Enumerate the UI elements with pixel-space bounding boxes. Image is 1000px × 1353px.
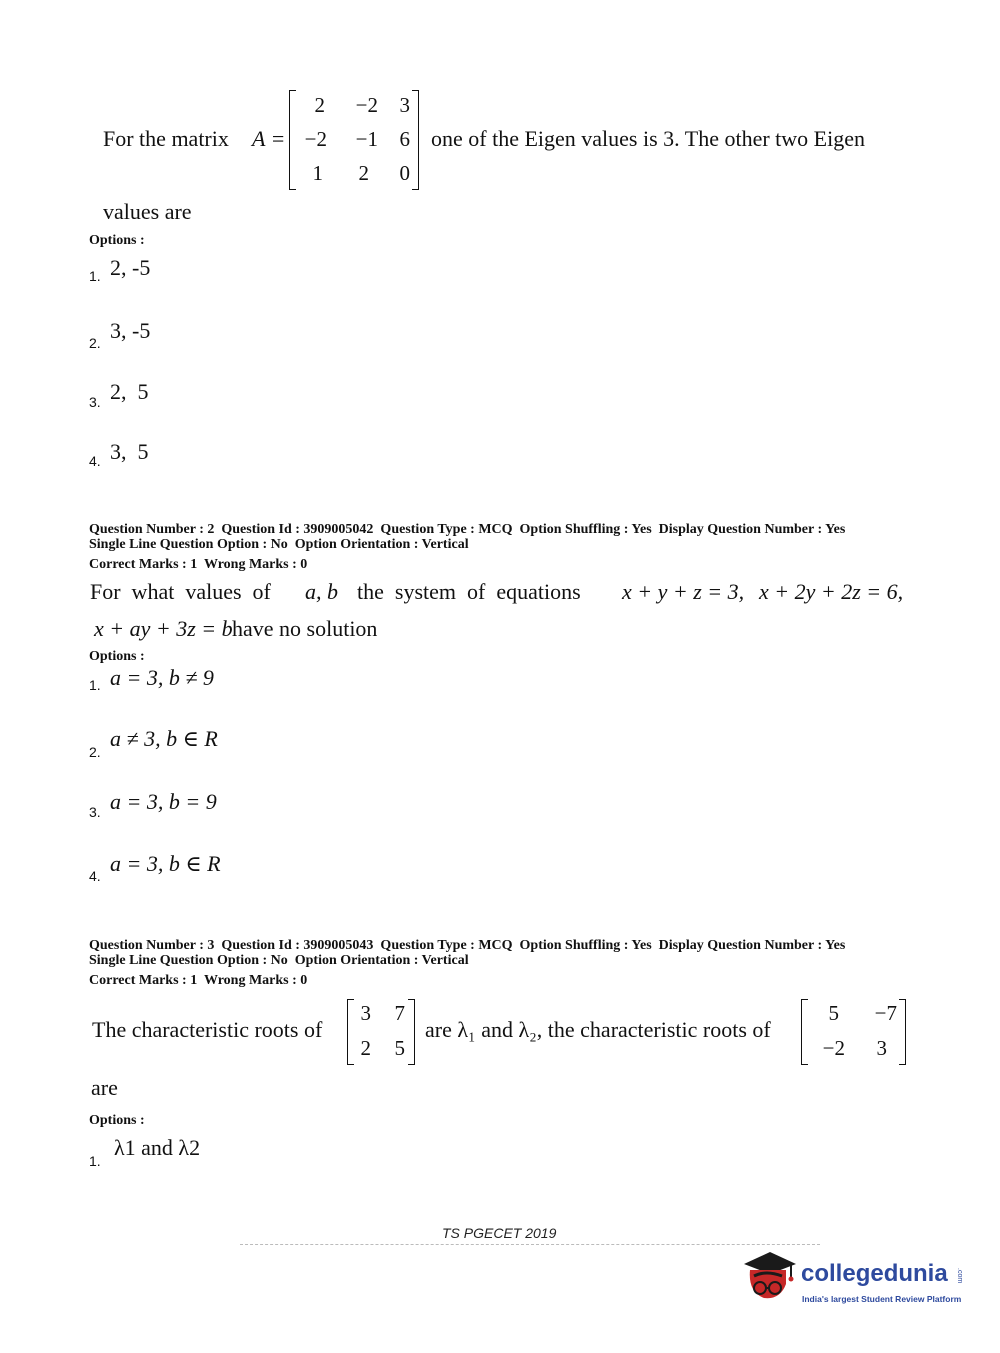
- q2-text-a: For what values of: [90, 579, 271, 604]
- option-text: a = 3, b ≠ 9: [110, 665, 214, 690]
- collegedunia-logo: [740, 1248, 970, 1308]
- graduate-mascot-icon: [740, 1248, 802, 1308]
- matrix-cell: 1: [312, 161, 323, 185]
- option-text: a = 3, b ∈ R: [110, 851, 221, 876]
- matrix-cell: 2: [358, 161, 369, 185]
- option-text: 2, -5: [110, 255, 151, 280]
- matrix-cell: 5: [828, 1001, 839, 1025]
- matrix-cell: −7: [874, 1001, 897, 1025]
- option-number: 2.: [89, 335, 101, 351]
- q1-matrix: [289, 90, 419, 190]
- matrix-cell: 5: [394, 1036, 405, 1060]
- matrix-cell: 2: [314, 93, 325, 117]
- option-text: a = 3, b = 9: [110, 789, 217, 814]
- q2-meta-line1: Question Number : 2 Question Id : 3909005042 Question Type : MCQ Option Shuffling : Yes Display Question Number : Yes: [89, 522, 846, 537]
- option-text: λ1 and λ2: [114, 1135, 201, 1160]
- option-number: 4.: [89, 453, 101, 469]
- option-number: 4.: [89, 868, 101, 884]
- matrix-cell: 2: [360, 1036, 371, 1060]
- matrix-cell: −2: [355, 93, 378, 117]
- option-number: 3.: [89, 394, 101, 410]
- option-text: 2, 5: [110, 379, 149, 404]
- q3-options-label: Options :: [89, 1113, 145, 1128]
- q1-text-line2: values are: [103, 199, 192, 224]
- q2-meta-line2: Single Line Question Option : No Option Orientation : Vertical: [89, 537, 469, 552]
- matrix-cell: 0: [399, 161, 410, 185]
- q3-matrix-1: [347, 999, 415, 1065]
- matrix-cell: 3: [876, 1036, 887, 1060]
- matrix-cell: −2: [304, 127, 327, 151]
- matrix-cell: 6: [399, 127, 410, 151]
- matrix-right-bracket: [412, 90, 419, 190]
- q3-text-line2: are: [91, 1075, 118, 1100]
- brand-name: collegedunia: [801, 1260, 948, 1287]
- footer-divider: [240, 1244, 820, 1245]
- q2-eq2: x + 2y + 2z = 6,: [759, 579, 904, 604]
- option-number: 2.: [89, 744, 101, 760]
- matrix-right-bracket: [899, 999, 906, 1065]
- option-number: 3.: [89, 804, 101, 820]
- brand-tagline: India's largest Student Review Platform: [802, 1294, 962, 1304]
- option-number: 1.: [89, 1153, 101, 1169]
- option-text: 3, 5: [110, 439, 149, 464]
- q3-meta-line2: Single Line Question Option : No Option Orientation : Vertical: [89, 953, 469, 968]
- q3-marks: Correct Marks : 1 Wrong Marks : 0: [89, 973, 308, 988]
- q2-marks: Correct Marks : 1 Wrong Marks : 0: [89, 557, 308, 572]
- q2-text-b: the system of equations: [357, 579, 581, 604]
- matrix-cell: 7: [394, 1001, 405, 1025]
- matrix-cell: −1: [355, 127, 378, 151]
- q1-text-before: For the matrix: [103, 126, 229, 151]
- option-text: a ≠ 3, b ∈ R: [110, 726, 218, 751]
- q1-options-label: Options :: [89, 233, 145, 248]
- q1-text-after: one of the Eigen values is 3. The other two Eigen: [431, 126, 865, 151]
- brand-suffix: .com: [956, 1268, 963, 1284]
- q3-text-a: The characteristic roots of: [92, 1017, 323, 1042]
- matrix-right-bracket: [408, 999, 415, 1065]
- matrix-cell: −2: [822, 1036, 845, 1060]
- q2-eq1: x + y + z = 3,: [622, 579, 745, 604]
- option-text: 3, -5: [110, 318, 151, 343]
- q3-matrix-2: [801, 999, 906, 1065]
- q3-text-b: are λ₁ and λ₂, the characteristic roots of: [425, 1017, 771, 1042]
- matrix-cell: 3: [360, 1001, 371, 1025]
- q2-eq3: x + ay + 3z = b: [94, 616, 233, 641]
- footer-exam-name: TS PGECET 2019: [442, 1225, 557, 1241]
- q2-text-vars: a, b: [305, 579, 338, 604]
- q1-matrix-label: A =: [252, 126, 286, 151]
- option-number: 1.: [89, 268, 101, 284]
- q2-options-label: Options :: [89, 649, 145, 664]
- option-number: 1.: [89, 677, 101, 693]
- q2-text-end: have no solution: [232, 616, 378, 641]
- q3-meta-line1: Question Number : 3 Question Id : 3909005043 Question Type : MCQ Option Shuffling : Yes Display Question Number : Yes: [89, 938, 846, 953]
- matrix-cell: 3: [399, 93, 410, 117]
